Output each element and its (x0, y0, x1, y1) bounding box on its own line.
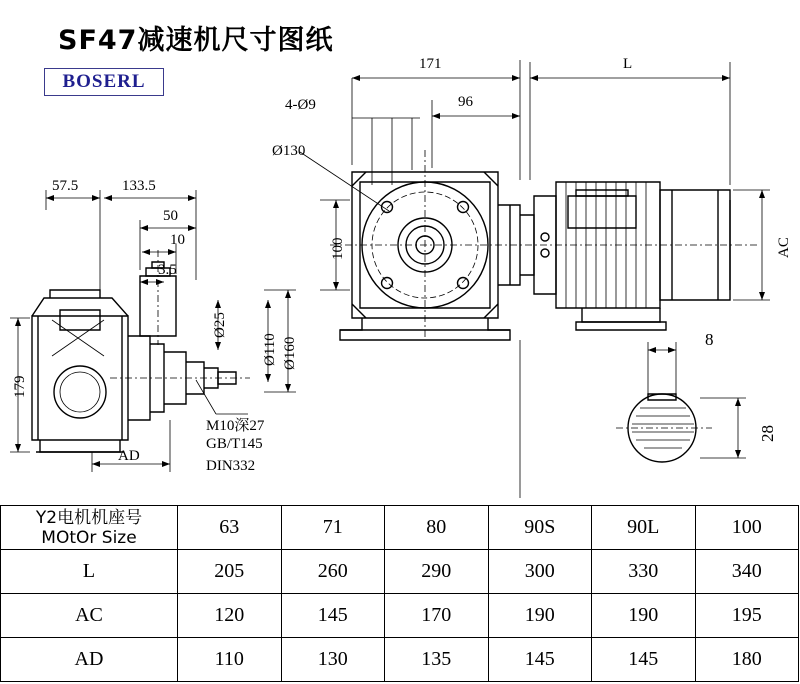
cell-L-63: 205 (178, 550, 282, 594)
table-size-100: 100 (695, 506, 799, 550)
dim-96: 96 (458, 94, 473, 110)
dim-50: 50 (163, 208, 178, 224)
cell-AD-90s: 145 (488, 638, 592, 682)
dim-key-28: 28 (758, 425, 777, 442)
dim-AD: AD (118, 448, 140, 464)
dim-10: 10 (170, 232, 185, 248)
table-header-label (1, 506, 178, 550)
table-size-80: 80 (385, 506, 489, 550)
dim-key-8: 8 (705, 330, 714, 349)
cell-AC-100: 195 (695, 594, 799, 638)
dim-4xd9: 4-Ø9 (285, 97, 316, 113)
table-row (1, 550, 799, 594)
cell-L-80: 290 (385, 550, 489, 594)
table-size-90l: 90L (592, 506, 696, 550)
dim-179: 179 (12, 375, 28, 398)
cell-AD-80: 135 (385, 638, 489, 682)
dimension-table (0, 505, 799, 682)
table-header-label-cn: Y2电机机座号 (35, 507, 143, 528)
cell-AD-63: 110 (178, 638, 282, 682)
dim-d25: Ø25 (212, 312, 228, 338)
cell-AC-90l: 190 (592, 594, 696, 638)
row-label-AD: AD (1, 638, 178, 682)
dim-171: 171 (419, 56, 442, 72)
dim-100: 100 (330, 237, 346, 260)
table-header-label-en: MOtOr Size (41, 527, 137, 548)
row-label-AC: AC (1, 594, 178, 638)
cell-AC-90s: 190 (488, 594, 592, 638)
dim-d110: Ø110 (262, 333, 278, 366)
dim-133-5: 133.5 (122, 178, 156, 194)
row-label-L: L (1, 550, 178, 594)
table-size-63: 63 (178, 506, 282, 550)
dim-d160: Ø160 (282, 336, 298, 370)
cell-L-90s: 300 (488, 550, 592, 594)
cell-L-90l: 330 (592, 550, 696, 594)
table-row (1, 638, 799, 682)
cell-AD-90l: 145 (592, 638, 696, 682)
dim-57-5: 57.5 (52, 178, 79, 194)
cell-AD-71: 130 (281, 638, 385, 682)
cell-AC-71: 145 (281, 594, 385, 638)
table-size-71: 71 (281, 506, 385, 550)
dim-AC: AC (776, 237, 792, 258)
table-row (1, 594, 799, 638)
note-gbt145: GB/T145 (206, 436, 263, 452)
cell-L-71: 260 (281, 550, 385, 594)
cell-L-100: 340 (695, 550, 799, 594)
dim-d130: Ø130 (272, 143, 306, 159)
brand-logo-text: BOSERL (62, 71, 146, 92)
dim-3-5: 3.5 (158, 262, 177, 278)
table-size-90s: 90S (488, 506, 592, 550)
table-header-row (1, 506, 799, 550)
note-din332: DIN332 (206, 458, 256, 474)
cell-AC-63: 120 (178, 594, 282, 638)
note-m10: M10深27 (206, 418, 265, 434)
dim-L: L (623, 56, 633, 72)
cell-AC-80: 170 (385, 594, 489, 638)
cell-AD-100: 180 (695, 638, 799, 682)
page-title: SF47减速机尺寸图纸 (58, 25, 334, 56)
